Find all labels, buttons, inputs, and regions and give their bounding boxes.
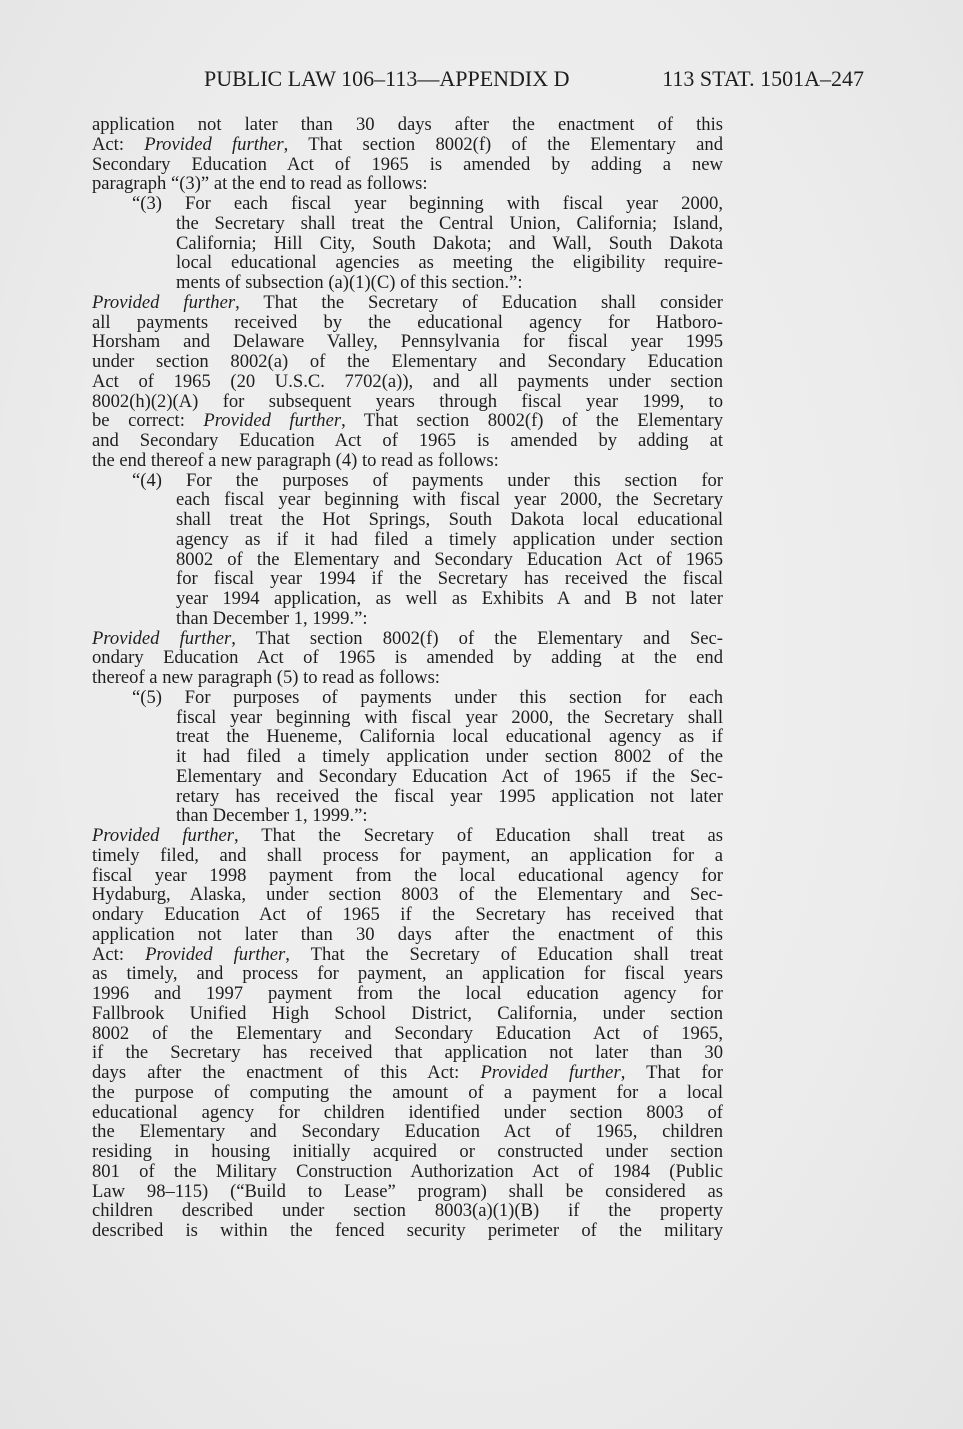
quoted-text-line: agency as if it had filed a timely application under section	[176, 528, 723, 550]
text-line: 8002 of the Elementary and Secondary Education Act of 1965,	[92, 1022, 723, 1044]
text-line: educational agency for children identified under section 8003 of	[92, 1101, 723, 1123]
quoted-text-line: 8002 of the Elementary and Secondary Education Act of 1965	[176, 548, 723, 570]
quoted-text-line: “(5) For purposes of payments under this section for each	[132, 686, 723, 708]
text-line: the end thereof a new paragraph (4) to read as follows:	[92, 449, 499, 471]
quoted-text-line: it had filed a timely application under section 8002 of the	[176, 746, 723, 767]
quoted-text-line: year 1994 application, as well as Exhibits A and B not later	[176, 588, 723, 609]
header-title: PUBLIC LAW 106–113—APPENDIX D	[204, 66, 570, 91]
text-line: Provided further, That section 8002(f) of the Elementary and Sec-	[92, 627, 723, 649]
text-line: be correct: Provided further, That section 8002(f) of the Elementary	[92, 410, 724, 432]
text-line: Secondary Education Act of 1965 is amended by adding a new	[92, 153, 723, 175]
text-line: Provided further, That the Secretary of Education shall treat as	[92, 825, 723, 846]
text-line: Fallbrook Unified High School District, California, under section	[92, 1002, 723, 1024]
text-line: application not later than 30 days after the enactment of this	[92, 923, 723, 945]
running-header	[204, 66, 864, 92]
text-line: and Secondary Education Act of 1965 is amended by adding at	[92, 430, 723, 451]
quoted-text-line: each fiscal year beginning with fiscal year 2000, the Secretary	[176, 489, 723, 511]
text-line: the purpose of computing the amount of a payment for a local	[92, 1081, 723, 1103]
quoted-text-line: shall treat the Hot Springs, South Dakota local educational	[176, 509, 723, 530]
text-line: timely filed, and shall process for payment, an application for a	[92, 844, 723, 866]
text-line: as timely, and process for payment, an application for fiscal years	[92, 963, 723, 985]
text-line: days after the enactment of this Act: Provided further, That for	[92, 1062, 723, 1083]
quoted-text-line: than December 1, 1999.”:	[176, 805, 368, 827]
quoted-text-line: fiscal year beginning with fiscal year 2000, the Secretary shall	[176, 706, 723, 728]
text-line: all payments received by the educational agency for Hatboro-	[92, 311, 723, 333]
text-line: application not later than 30 days after the enactment of this	[92, 114, 723, 135]
quoted-text-line: retary has received the fiscal year 1995 application not later	[176, 785, 723, 807]
quoted-text-line: the Secretary shall treat the Central Union, California; Island,	[176, 212, 723, 234]
quoted-text-line: local educational agencies as meeting the eligibility require-	[176, 252, 723, 274]
quoted-text-line: California; Hill City, South Dakota; and Wall, South Dakota	[176, 232, 723, 254]
quoted-text-line: treat the Hueneme, California local educational agency as if	[176, 726, 723, 748]
quoted-text-line: “(3) For each fiscal year beginning with fiscal year 2000,	[132, 193, 723, 214]
text-line: Law 98–115) (“Build to Lease” program) shall be considered as	[92, 1180, 723, 1202]
header-page-number: 113 STAT. 1501A–247	[662, 66, 864, 91]
text-line: under section 8002(a) of the Elementary and Secondary Education	[92, 351, 723, 372]
text-line: described is within the fenced security perimeter of the military	[92, 1220, 723, 1241]
text-line: Act of 1965 (20 U.S.C. 7702(a)), and all payments under section	[92, 370, 723, 392]
body-text	[92, 115, 723, 1241]
text-line: Act: Provided further, That section 8002(f) of the Elementary and	[92, 133, 724, 155]
text-line: ondary Education Act of 1965 if the Secretary has received that	[92, 904, 723, 925]
text-line: 1996 and 1997 payment from the local education agency for	[92, 983, 723, 1004]
text-line: if the Secretary has received that application not later than 30	[92, 1042, 723, 1064]
quoted-text-line: “(4) For the purposes of payments under this section for	[132, 469, 723, 491]
quoted-text-line: Elementary and Secondary Education Act of 1965 if the Sec-	[176, 765, 723, 787]
text-line: Act: Provided further, That the Secretary of Education shall treat	[92, 943, 724, 965]
text-line: residing in housing initially acquired or constructed under section	[92, 1141, 723, 1162]
text-line: 801 of the Military Construction Authorization Act of 1984 (Public	[92, 1160, 723, 1182]
text-line: children described under section 8003(a)(1)(B) if the property	[92, 1200, 723, 1222]
quoted-text-line: ments of subsection (a)(1)(C) of this section.”:	[176, 272, 523, 293]
text-line: ondary Education Act of 1965 is amended by adding at the end	[92, 647, 723, 669]
text-line: the Elementary and Secondary Education Act of 1965, children	[92, 1121, 723, 1143]
text-line: fiscal year 1998 payment from the local educational agency for	[92, 864, 723, 886]
quoted-text-line: than December 1, 1999.”:	[176, 607, 368, 629]
text-line: Provided further, That the Secretary of Education shall consider	[92, 291, 724, 313]
quoted-text-line: for fiscal year 1994 if the Secretary has received the fiscal	[176, 568, 723, 590]
text-line: 8002(h)(2)(A) for subsequent years through fiscal year 1999, to	[92, 390, 723, 412]
text-line: paragraph “(3)” at the end to read as follows:	[92, 173, 428, 195]
text-line: Hydaburg, Alaska, under section 8003 of the Elementary and Sec-	[92, 884, 723, 906]
text-line: thereof a new paragraph (5) to read as follows:	[92, 667, 440, 688]
text-line: Horsham and Delaware Valley, Pennsylvania for fiscal year 1995	[92, 331, 723, 353]
